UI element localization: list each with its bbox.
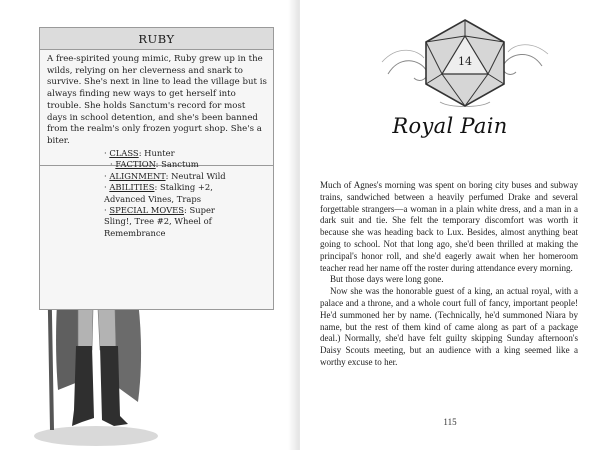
stat-value: Hunter bbox=[144, 148, 175, 158]
stat-label: CLASS bbox=[109, 148, 139, 158]
stat-value: Neutral Wild bbox=[171, 170, 226, 181]
die-number: 14 bbox=[458, 55, 472, 68]
stat-abilities: · ABILITIES: Stalking +2, Advanced Vines, Traps bbox=[104, 182, 213, 204]
page-number: 115 bbox=[443, 417, 457, 427]
stat-label: SPECIAL MOVES bbox=[109, 205, 184, 216]
d20-die-icon bbox=[380, 14, 550, 109]
paragraph-2: But those days were long gone. bbox=[330, 274, 444, 285]
paragraph-1: Much of Agnes's morning was spent on boring city buses and subway trains, sandwiched between a heavily perfumed Drake and several forgettable strangers—a woman in a plain white dress, and a man in a dark suit and tie. She felt the temporary discomfort was worth it because she was heading back to Lux. Besides, almost anything beat going to school. Not that long ago, she'd been thrilled at making the principal's honor roll, and she'd eagerly await when her homeroom teacher read her name off the roster during attendance every morning. bbox=[320, 180, 578, 273]
stat-special-moves: · SPECIAL MOVES: Super Sling!, Tree #2, Wheel of Remembrance bbox=[104, 205, 215, 238]
stat-label: ALIGNMENT bbox=[109, 170, 166, 181]
right-page bbox=[300, 0, 600, 450]
gutter-shadow bbox=[288, 0, 300, 450]
stat-value: Super Sling!, Tree #2, Wheel of Remembrance bbox=[104, 205, 215, 238]
stat-value: Sanctum bbox=[161, 159, 199, 170]
chapter-title: Royal Pain bbox=[392, 114, 508, 138]
chapter-body bbox=[320, 180, 578, 369]
stat-class: · CLASS: Hunter bbox=[104, 148, 175, 158]
stat-faction: · FACTION: Sanctum bbox=[110, 159, 199, 170]
stat-alignment: · ALIGNMENT: Neutral Wild bbox=[104, 170, 226, 181]
bio-text: A free-spirited young mimic, Ruby grew up in the wilds, relying on her cleverness and snark to survive. She's next in line to lead the village but is always finding new ways to get herself into trouble. She holds Sanctum's record for most days in school detention, and she's been banned from the realm's only frozen yogurt shop. She's a biter. bbox=[47, 54, 267, 146]
card-title: RUBY bbox=[40, 28, 273, 50]
stat-value: Stalking +2, Advanced Vines, Traps bbox=[104, 182, 213, 204]
stat-label: FACTION bbox=[115, 159, 156, 170]
paragraph-3: Now she was the honorable guest of a king, an actual royal, with a palace and a throne, and a whole court full of fancy, important people! He'd summoned her by name. (Technically, he'd summoned Niara by name, but the rest of them kind of came along as part of a package deal.) Normally, she'd have felt guilty skipping Sunday afternoon's Daisy Scouts meeting, but an audience with a king seemed like a worthy excuse to her. bbox=[320, 286, 578, 367]
stat-label: ABILITIES bbox=[109, 182, 155, 193]
character-stats bbox=[104, 148, 232, 239]
